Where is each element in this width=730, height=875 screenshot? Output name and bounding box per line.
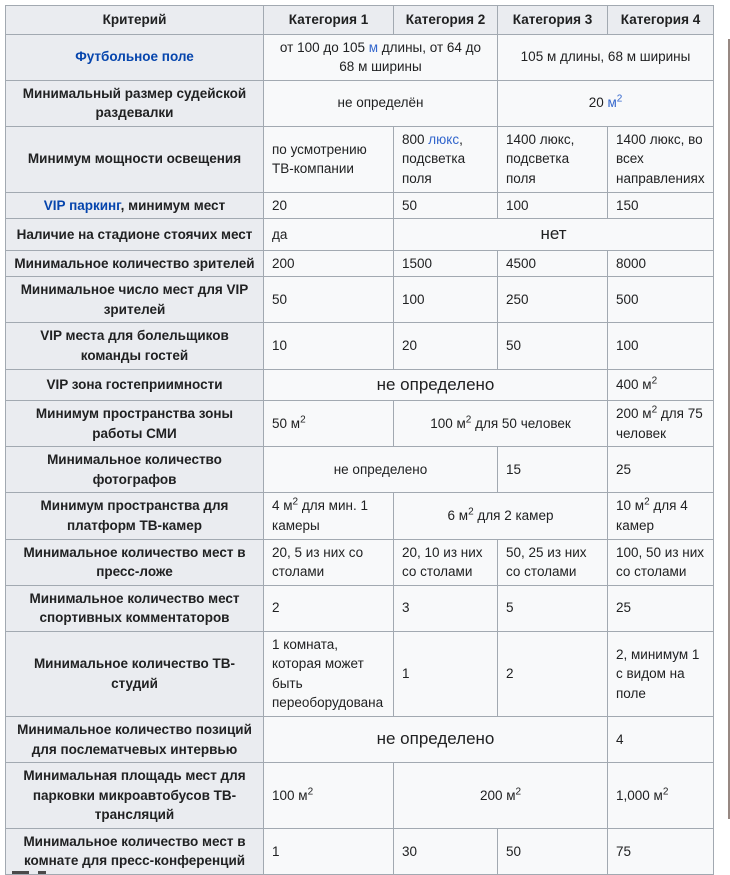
column-header-category-2: Категория 2 (394, 6, 498, 35)
clipped-text-fragment (12, 871, 29, 874)
text-segment: 1400 люкс, подсветка поля (506, 131, 575, 186)
table-cell (608, 277, 714, 323)
clipped-text-fragment (38, 871, 46, 874)
table-cell (264, 828, 394, 874)
text-segment: 1,000 м (616, 787, 663, 803)
table-cell (498, 80, 714, 126)
row-header (6, 447, 264, 493)
table-cell (264, 277, 394, 323)
table-cell (608, 401, 714, 447)
table-cell (264, 250, 394, 277)
row-header (6, 192, 264, 219)
table-cell (394, 585, 498, 631)
text-segment: 150 (616, 197, 639, 213)
table-cell (498, 828, 608, 874)
text-segment: 800 (402, 131, 429, 147)
table-cell (264, 539, 394, 585)
row-header (6, 323, 264, 369)
table-row (6, 34, 714, 80)
text-segment: 50 (506, 843, 522, 859)
text-segment: 100 (616, 338, 639, 354)
text-segment: да (272, 226, 288, 242)
table-cell (608, 828, 714, 874)
text-segment: Минимальное количество мест спортивных комментаторов (29, 590, 240, 626)
text-segment: 100 м (430, 415, 466, 431)
row-header (6, 493, 264, 539)
text-segment: для 75 человек (616, 406, 703, 441)
text-segment: Минимальная площадь мест для парковки микроавтобусов ТВ-трансляций (23, 768, 246, 823)
row-header (6, 401, 264, 447)
text-segment: 2 (651, 375, 658, 387)
table-cell (264, 34, 498, 80)
row-header (6, 34, 264, 80)
text-segment: по усмотрению ТВ-компании (272, 141, 367, 177)
row-header (6, 250, 264, 277)
table-cell (498, 34, 714, 80)
wiki-link[interactable]: м (368, 39, 379, 55)
text-segment: 200 м (479, 787, 516, 803)
row-header (6, 717, 264, 763)
text-segment: 200 м (616, 406, 652, 422)
text-segment: нет (540, 224, 567, 244)
text-segment: от 100 до 105 (279, 39, 369, 55)
table-cell (608, 126, 714, 192)
text-segment: 20, 10 из них со столами (402, 544, 483, 580)
row-header (6, 763, 264, 829)
table-row (6, 369, 714, 401)
text-segment: Минимум мощности освещения (27, 151, 242, 167)
table-cell (498, 126, 608, 192)
table-cell (394, 219, 714, 251)
text-segment: для 4 камер (616, 498, 688, 533)
text-segment: не определено (376, 729, 495, 749)
table-cell (394, 277, 498, 323)
table-cell (608, 585, 714, 631)
text-segment: не определено (333, 462, 428, 478)
table-row (6, 401, 714, 447)
table-cell (264, 192, 394, 219)
text-segment: Наличие на стадионе стоячих мест (16, 226, 253, 242)
text-segment: 50 (272, 292, 288, 308)
table-cell (608, 323, 714, 369)
text-segment: 100, 50 из них со столами (616, 544, 705, 580)
table-cell (394, 192, 498, 219)
table-cell (264, 447, 498, 493)
table-cell (394, 250, 498, 277)
text-segment: 20 (588, 95, 608, 111)
table-cell (608, 250, 714, 277)
text-segment: 1500 (402, 255, 433, 271)
table-cell (264, 493, 394, 539)
text-segment: 4 (616, 731, 624, 747)
text-segment: 2 (651, 404, 658, 416)
text-segment: 400 м (616, 377, 652, 393)
table-row (6, 277, 714, 323)
table-cell (608, 447, 714, 493)
text-segment: VIP зона гостеприимности (46, 377, 223, 393)
text-segment: 2 (272, 600, 280, 616)
table-cell (394, 493, 608, 539)
table-cell (394, 539, 498, 585)
table-row (6, 539, 714, 585)
table-cell (394, 631, 498, 716)
table-cell (264, 717, 608, 763)
text-segment: для мин. 1 камеры (272, 498, 368, 533)
table-cell (608, 493, 714, 539)
wiki-link[interactable]: 2 (616, 93, 623, 105)
wiki-link[interactable]: м (607, 95, 617, 111)
text-segment: Минимальный размер судейской раздевалки (22, 85, 247, 121)
text-segment: 20 (272, 197, 288, 213)
text-segment: 10 м (616, 498, 645, 514)
row-header (6, 80, 264, 126)
text-segment: Минимальное количество мест в комнате для пресс-конференций (23, 833, 246, 869)
text-segment: 2 (662, 786, 669, 798)
text-segment: Минимальное количество зрителей (14, 255, 255, 271)
text-segment: 2 (300, 414, 306, 426)
table-cell (498, 277, 608, 323)
table-cell (608, 369, 714, 401)
text-segment: Минимальное количество мест в пресс-ложе (23, 544, 246, 580)
table-row (6, 219, 714, 251)
text-segment: 50, 25 из них со столами (506, 544, 587, 580)
text-segment: Минимум пространства для платформ ТВ-камер (40, 498, 229, 533)
table-cell (264, 631, 394, 716)
table-cell (498, 192, 608, 219)
row-header (6, 828, 264, 874)
text-segment: 50 (506, 338, 522, 354)
text-segment: 1400 люкс, во всех направлениях (616, 131, 705, 186)
text-segment: 1 комната, которая может быть переоборудована (272, 636, 384, 711)
table-cell (498, 585, 608, 631)
table-cell (498, 250, 608, 277)
text-segment: 2 (465, 414, 472, 426)
text-segment: 10 (272, 338, 288, 354)
text-segment: 100 (506, 197, 529, 213)
table-cell (608, 539, 714, 585)
table-cell (264, 126, 394, 192)
table-row (6, 250, 714, 277)
table-cell (394, 828, 498, 874)
table-cell (264, 763, 394, 829)
table-row (6, 763, 714, 829)
text-segment: 25 (616, 462, 632, 478)
table-row (6, 585, 714, 631)
text-segment: 4 м (272, 498, 293, 514)
text-segment: 105 м длины, 68 м ширины (520, 49, 691, 65)
table-head (6, 6, 714, 35)
text-segment: Минимальное число мест для VIP зрителей (20, 282, 249, 317)
table-cell (264, 585, 394, 631)
text-segment: не определено (376, 374, 495, 394)
text-segment: 2 (515, 786, 522, 798)
table-cell (498, 631, 608, 716)
column-header-category-1: Категория 1 (264, 6, 394, 35)
table-row (6, 447, 714, 493)
text-segment: 4500 (506, 255, 537, 271)
text-segment: 50 м (272, 415, 301, 431)
text-segment: для 50 человек (471, 415, 571, 431)
table-row (6, 192, 714, 219)
text-segment: 100 м (272, 787, 308, 803)
text-segment: 5 (506, 600, 514, 616)
table-row (6, 717, 714, 763)
table-row (6, 828, 714, 874)
table-cell (264, 369, 608, 401)
row-header (6, 277, 264, 323)
table-cell (608, 192, 714, 219)
text-segment: 6 м (447, 508, 469, 524)
text-segment: 500 (616, 292, 639, 308)
column-header-criterion: Критерий (6, 6, 264, 35)
stadium-categories-table (5, 5, 714, 875)
table-row (6, 631, 714, 716)
row-header (6, 126, 264, 192)
table-cell (264, 80, 498, 126)
row-header (6, 219, 264, 251)
table-cell (264, 401, 394, 447)
text-segment: 2 (468, 506, 474, 518)
table-cell (394, 763, 608, 829)
text-segment: длины, от 64 до 68 м ширины (339, 39, 482, 75)
table-cell (394, 126, 498, 192)
text-segment: 1 (272, 843, 280, 859)
text-segment: 15 (506, 462, 522, 478)
table-cell (394, 323, 498, 369)
table-cell (608, 763, 714, 829)
text-segment: не определён (337, 95, 424, 111)
table-cell (264, 219, 394, 251)
table-cell (498, 447, 608, 493)
row-header (6, 539, 264, 585)
text-segment: VIP места для болельщиков команды гостей (40, 328, 229, 363)
table-row (6, 80, 714, 126)
text-segment: 25 (616, 600, 632, 616)
text-segment: 2, минимум 1 с видом на поле (616, 646, 700, 701)
text-segment: 75 (616, 843, 632, 859)
text-segment: для 2 камер (473, 508, 554, 524)
text-segment: 1 (402, 666, 410, 682)
text-segment: 20 (402, 338, 418, 354)
text-segment: 100 (402, 292, 425, 308)
row-header (6, 631, 264, 716)
wiki-link[interactable]: люкс (428, 131, 460, 147)
column-header-category-4: Категория 4 (608, 6, 714, 35)
text-segment: 200 (272, 255, 295, 271)
text-segment: 3 (402, 600, 410, 616)
text-segment: Минимальное количество ТВ-студий (33, 656, 236, 691)
table-row (6, 323, 714, 369)
wiki-link[interactable]: Футбольное поле (75, 49, 194, 65)
text-segment: 2 (506, 666, 514, 682)
text-segment: 20, 5 из них со столами (272, 544, 364, 580)
text-segment: 2 (292, 496, 299, 508)
table-cell (498, 323, 608, 369)
text-segment: 250 (506, 292, 529, 308)
text-segment: 30 (402, 843, 418, 859)
table-body (6, 34, 714, 874)
text-segment: , подсветка поля (402, 131, 466, 186)
text-segment: Минимальное количество позиций для послематчевых интервью (17, 722, 252, 757)
text-segment: 2 (307, 786, 314, 798)
row-header (6, 369, 264, 401)
text-segment: 2 (644, 496, 650, 508)
table-cell (394, 401, 608, 447)
table-cell (608, 717, 714, 763)
text-segment: Минимальное количество фотографов (47, 452, 222, 487)
table-cell (608, 631, 714, 716)
text-segment: 50 (402, 197, 418, 213)
table-cell (264, 323, 394, 369)
column-header-category-3: Категория 3 (498, 6, 608, 35)
table-cell (498, 539, 608, 585)
row-header (6, 585, 264, 631)
header-row (6, 6, 714, 35)
text-segment: Минимум пространства зоны работы СМИ (35, 406, 234, 441)
wiki-link[interactable]: VIP паркинг (43, 197, 121, 213)
text-segment: 8000 (616, 255, 647, 271)
table-row (6, 493, 714, 539)
text-segment: , минимум мест (120, 197, 226, 213)
table-row (6, 126, 714, 192)
